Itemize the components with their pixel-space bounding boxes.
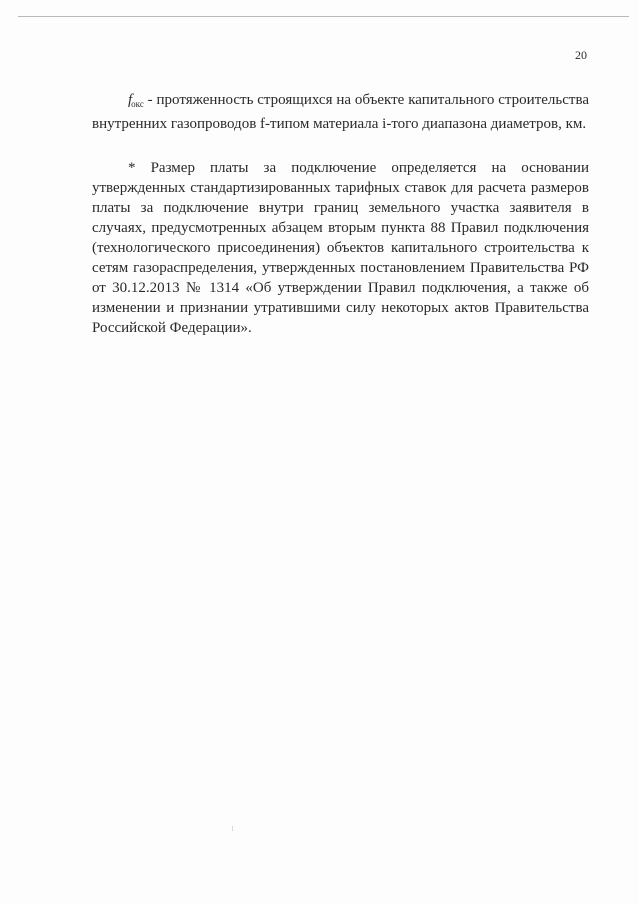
variable-subscript: окс [131, 99, 144, 109]
document-body [92, 90, 589, 338]
footnote-paragraph: * Размер платы за подключение определяется на основании утвержденных стандартизированных тарифных ставок для расчета размеров платы за подключение внутри границ земельного участка заявителя в случаях, предусмотренных абзацем вторым пункта 88 Правил подключения (технологического присоединения) объектов капитального строительства к сетям газораспределения, утвержденных постановлением Правительства РФ от 30.12.2013 № 1314 «Об утверждении Правил подключения, а также об изменении и признании утратившими силу некоторых актов Правительства Российской Федерации». [92, 160, 589, 336]
variable-letter: f [128, 92, 133, 108]
scan-top-edge-line [18, 16, 629, 17]
variable-definition-text: - протяженность строящихся на объекте капитального строительства внутренних газопроводов f-типом материала i-того диапазона диаметров, км. [92, 92, 589, 132]
variable-symbol [128, 92, 144, 108]
page-number: 20 [575, 48, 587, 62]
scan-speck [232, 826, 233, 831]
variable-definition [92, 90, 589, 134]
